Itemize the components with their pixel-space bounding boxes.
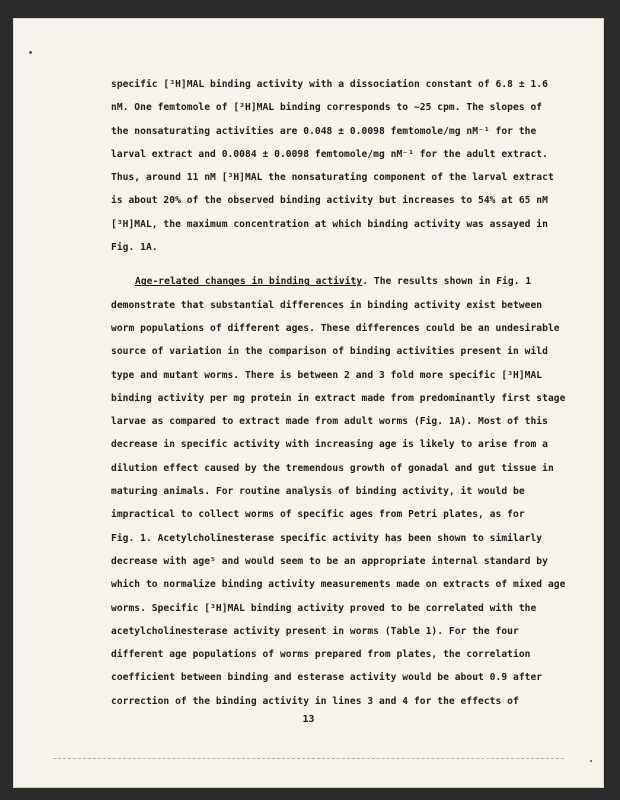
text-line: binding activity per mg protein in extract made from predominantly first stage: [111, 392, 566, 404]
text-line: different age populations of worms prepared from plates, the correlation: [111, 649, 531, 661]
text-line: demonstrate that substantial differences in binding activity exist between: [111, 299, 543, 311]
scan-speck: [590, 760, 592, 762]
text-fragment: . The results shown in Fig. 1: [362, 276, 532, 288]
text-line: decrease in specific activity with increasing age is likely to arise from a: [111, 439, 548, 451]
text-line: maturing animals. For routine analysis of binding activity, it would be: [111, 486, 525, 498]
document-page: [13, 18, 604, 788]
text-line: decrease with age⁵ and would seem to be an appropriate internal standard by: [111, 555, 548, 567]
text-line: which to normalize binding activity measurements made on extracts of mixed age: [111, 579, 566, 591]
scan-edge-line: [53, 758, 564, 759]
text-line: Fig. 1. Acetylcholinesterase specific activity has been shown to similarly: [111, 532, 543, 544]
text-line: correction of the binding activity in lines 3 and 4 for the effects of: [111, 695, 519, 707]
text-line: the nonsaturating activities are 0.048 ± 0.0098 femtomole/mg nM⁻¹ for the: [111, 125, 537, 137]
paragraph2-first-line: [111, 270, 561, 293]
text-line: worms. Specific [³H]MAL binding activity proved to be correlated with the: [111, 602, 537, 614]
page-number: 13: [302, 714, 315, 725]
text-line: impractical to collect worms of specific ages from Petri plates, as for: [111, 509, 525, 521]
text-line: source of variation in the comparison of binding activities present in wild: [111, 346, 548, 358]
text-line: Fig. 1A.: [111, 242, 158, 254]
text-line: Thus, around 11 nM [³H]MAL the nonsaturating component of the larval extract: [111, 172, 554, 184]
text-line: larval extract and 0.0084 ± 0.0098 femtomole/mg nM⁻¹ for the adult extract.: [111, 148, 548, 160]
text-line: type and mutant worms. There is between 2 and 3 fold more specific [³H]MAL: [111, 369, 543, 381]
text-line: nM. One femtomole of [³H]MAL binding corresponds to ~25 cpm. The slopes of: [111, 102, 543, 114]
text-line: acetylcholinesterase activity present in worms (Table 1). For the four: [111, 625, 519, 637]
body-text: [111, 73, 566, 713]
text-line: [³H]MAL, the maximum concentration at which binding activity was assayed in: [111, 218, 548, 230]
scan-speck: [29, 51, 32, 54]
text-line: coefficient between binding and esterase activity would be about 0.9 after: [111, 672, 543, 684]
text-line: worm populations of different ages. These differences could be an undesirable: [111, 322, 560, 334]
text-line: dilution effect caused by the tremendous growth of gonadal and gut tissue in: [111, 462, 554, 474]
section-heading: Age-related changes in binding activity: [135, 276, 363, 288]
text-line: larvae as compared to extract made from adult worms (Fig. 1A). Most of this: [111, 416, 548, 428]
text-line: is about 20% of the observed binding activity but increases to 54% at 65 nM: [111, 195, 548, 207]
text-line: specific [³H]MAL binding activity with a dissociation constant of 6.8 ± 1.6: [111, 79, 548, 90]
